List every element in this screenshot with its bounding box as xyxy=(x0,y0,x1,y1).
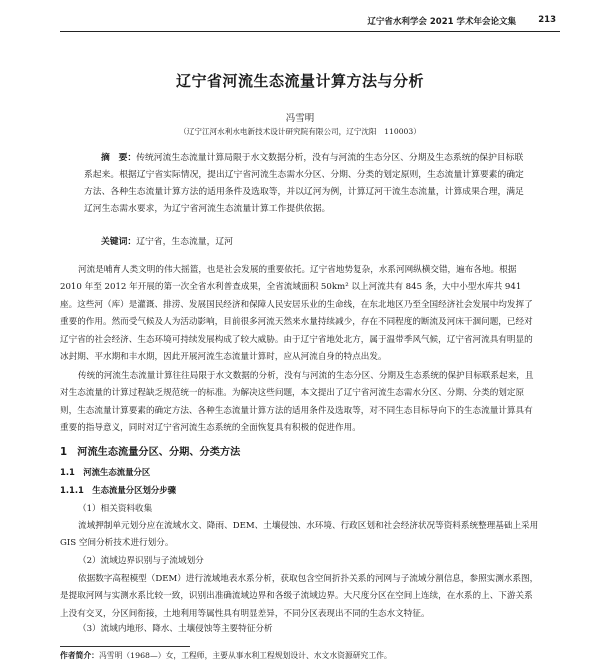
keywords-text: 辽宁省，生态流量，辽河 xyxy=(136,237,233,247)
body-paragraph-4: 依据数字高程模型（DEM）进行流域地表水系分析，获取包含空间折扑关系的河网与子流域分割信息，参照实测水系图，是提取河网与实测水系比较一致，识别出准确流域边界和各级子流域边界。大尺度分区在空间上连续，在水系的上、下游关系上没有交叉，分区间衔接，土地利用等属性具有明显差异，不同分区表现出不同的生态水文特征。 xyxy=(60,574,539,619)
author-footnote xyxy=(60,650,540,661)
subsection-heading-1-1-1: 1.1.1 生态流量分区划分步骤 xyxy=(60,485,176,495)
abstract xyxy=(84,150,524,218)
footnote-label: 作者简介： xyxy=(60,651,99,660)
running-title: 辽宁省水利学会 2021 学术年会论文集 xyxy=(367,17,516,27)
list-item-2: （2）流域边界识别与子流域划分 xyxy=(78,556,204,566)
footnote-divider xyxy=(60,646,190,647)
intro-paragraph-1: 河流是哺育人类文明的伟大摇篮，也是社会发展的重要依托。辽宁省地势复杂，水系河网纵横交错，遍布各地。根据 2010 年至 2012 年开展的第一次全省水利普查成果，全省流域面积 50km² 以上河流共有 845 条，大中小型水库共 941 座。这些河（库）是灌溉、排涝、发展国民经济和保障人民安居乐业的生命线，在东北地区乃至全国经济社会发展中均发挥了重要的作用。然而受气候及人为活动影响，目前很多河流天然来水量持续减少，存在不同程度的断流及河床干涸问题，已经对辽宁省的社会经济、生态环境可持续发展构成了较大威胁。由于辽宁省地处北方，属于温带季风气候，辽宁省河流具有明显的冰封期、平水期和丰水期，因此开展河流生态流量计算时，应从河流自身的特点出发。 xyxy=(60,265,533,363)
author-name: 冯雪明 xyxy=(285,113,315,124)
body-paragraph-3: 流域押制单元划分应在流域水文、降雨、DEM、土壤侵蚀、水环境、行政区划和社会经济状况等资料系统整理基础上采用 GIS 空间分析技术进行划分。 xyxy=(60,521,539,549)
subsection-heading-1-1: 1.1 河流生态流量分区 xyxy=(60,467,151,477)
list-item-1: （1）相关资料收集 xyxy=(78,504,153,514)
keywords-label: 关键词： xyxy=(101,237,137,247)
paper-title: 辽宁省河流生态流量计算方法与分析 xyxy=(175,72,424,90)
footnote-text: 冯雪明（1968—）女，工程师，主要从事水利工程规划设计、水文水资源研究工作。 xyxy=(98,651,392,660)
section-heading-1: 1 河流生态流量分区、分期、分类方法 xyxy=(60,447,241,458)
abstract-label: 摘 要： xyxy=(101,153,137,163)
keywords xyxy=(84,234,524,251)
intro-paragraph-2: 传统的河流生态流量计算往往局限于水文数据的分析，没有与河流的生态分区、分期及生态系统的保护目标联系起来，且对生态流量的计算过程缺乏规范统一的标准。为解决这些问题，本文提出了辽宁省河流生态需水分区、分期、分类的划定原则，生态流量计算要素的确定方法、各种生态流量计算方法的适用条件及选取等，对不同生态目标导向下的生态流量计算具有重要的指导意义，同时对辽宁省河流生态系统的全面恢复具有积极的促进作用。 xyxy=(60,371,534,434)
abstract-text: 传统河流生态流量计算局限于水文数据分析，没有与河流的生态分区、分期及生态系统的保护目标联系起来。根据辽宁省实际情况，提出辽宁省河流生态需水分区、分期、分类的划定原则，生态流量计算要素的确定方法、各种生态流量计算方法的适用条件及选取等，并以辽河为例，计算辽河干流生态流量，计算成果合理，满足辽河生态需水要求，为辽宁省河流生态流量计算工作提供依据。 xyxy=(84,153,524,214)
running-header xyxy=(60,9,560,32)
page-number: 213 xyxy=(538,15,556,25)
list-item-3: （3）流域内地形、降水、土壤侵蚀等主要特征分析 xyxy=(78,624,273,634)
author-affiliation: （辽宁江河水利水电新技术设计研究院有限公司，辽宁沈阳 110003） xyxy=(179,127,421,136)
